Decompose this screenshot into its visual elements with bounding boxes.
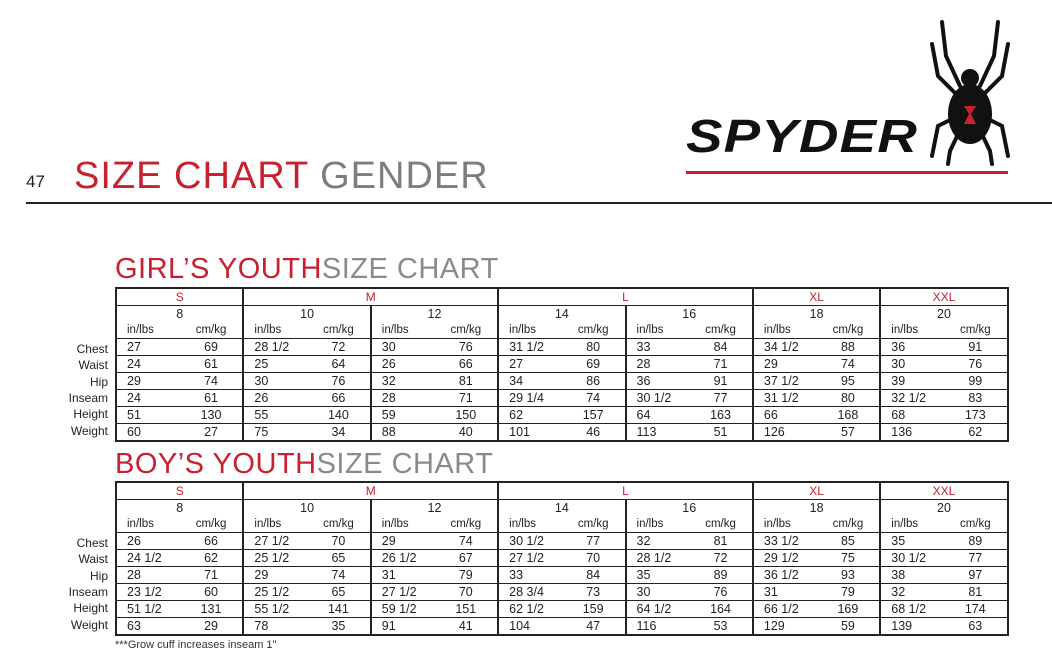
- table-cell: 151: [434, 601, 498, 618]
- table-cell: 37 1/2: [753, 373, 817, 390]
- table-cell: 30 1/2: [880, 550, 944, 567]
- table-cell: 27: [116, 339, 180, 356]
- unit-label: in/lbs: [254, 323, 282, 336]
- table-cell: 104: [498, 618, 562, 636]
- girls-size-table: [115, 287, 1009, 442]
- size-number: 8: [116, 500, 243, 517]
- table-row: [116, 584, 1008, 601]
- row-label: Chest: [76, 536, 108, 550]
- table-cell: 80: [817, 390, 881, 407]
- unit-label: in/lbs: [381, 323, 409, 336]
- table-cell: 24 1/2: [116, 550, 180, 567]
- table-cell: 62: [180, 550, 244, 567]
- table-cell: 140: [307, 407, 371, 424]
- row-label: Weight: [70, 424, 108, 438]
- table-cell: 78: [243, 618, 307, 636]
- table-cell: 24: [116, 390, 180, 407]
- table-cell: 69: [562, 356, 626, 373]
- table-cell: 64: [307, 356, 371, 373]
- header-rule: [26, 202, 1052, 204]
- table-cell: 62 1/2: [498, 601, 562, 618]
- table-cell: 30: [880, 356, 944, 373]
- table-cell: 81: [434, 373, 498, 390]
- table-cell: 74: [562, 390, 626, 407]
- table-cell: 57: [817, 424, 881, 442]
- table-row: [116, 373, 1008, 390]
- table-cell: 28 3/4: [498, 584, 562, 601]
- size-number: 10: [243, 500, 370, 517]
- table-row: [116, 356, 1008, 373]
- table-cell: 76: [434, 339, 498, 356]
- table-cell: 74: [434, 533, 498, 550]
- table-cell: 59 1/2: [371, 601, 435, 618]
- row-label: Hip: [89, 375, 108, 389]
- table-cell: 31: [753, 584, 817, 601]
- table-cell: 139: [880, 618, 944, 636]
- table-cell: 64: [626, 407, 690, 424]
- table-cell: 28: [371, 390, 435, 407]
- table-cell: 41: [434, 618, 498, 636]
- page-heading-red: SIZE CHART: [74, 155, 309, 197]
- table-cell: 64 1/2: [626, 601, 690, 618]
- table-cell: 81: [689, 533, 753, 550]
- table-cell: 70: [307, 533, 371, 550]
- unit-label: cm/kg: [817, 516, 881, 533]
- size-number: 16: [626, 306, 753, 323]
- table-cell: 76: [944, 356, 1008, 373]
- table-cell: 32: [626, 533, 690, 550]
- row-label: Chest: [76, 342, 108, 356]
- table-cell: 26: [371, 356, 435, 373]
- table-cell: 61: [180, 390, 244, 407]
- spyder-wordmark-text: SPYDER: [686, 110, 918, 162]
- table-cell: 66: [434, 356, 498, 373]
- row-label: Waist: [78, 552, 108, 566]
- table-cell: 101: [498, 424, 562, 442]
- row-label: Inseam: [68, 391, 108, 405]
- table-cell: 28: [626, 356, 690, 373]
- table-cell: 75: [817, 550, 881, 567]
- size-number: 12: [371, 500, 498, 517]
- size-letter: S: [116, 482, 243, 500]
- row-label: Waist: [78, 358, 108, 372]
- table-cell: 60: [116, 424, 180, 442]
- table-cell: 25: [243, 356, 307, 373]
- table-cell: 66: [180, 533, 244, 550]
- table-cell: 129: [753, 618, 817, 636]
- table-cell: 67: [434, 550, 498, 567]
- size-letter: XL: [753, 288, 880, 306]
- table-cell: 71: [434, 390, 498, 407]
- girls-title-red: GIRL’S YOUTH: [115, 253, 322, 285]
- row-label: Hip: [89, 569, 108, 583]
- table-cell: 31 1/2: [498, 339, 562, 356]
- table-cell: 84: [689, 339, 753, 356]
- table-cell: 76: [307, 373, 371, 390]
- table-cell: 62: [498, 407, 562, 424]
- boys-title-gray: SIZE CHART: [316, 448, 494, 480]
- girls-title-gray: SIZE CHART: [321, 253, 499, 285]
- spyder-wordmark-icon: [684, 108, 944, 168]
- table-cell: 30 1/2: [498, 533, 562, 550]
- table-cell: 88: [371, 424, 435, 442]
- table-cell: 169: [817, 601, 881, 618]
- table-cell: 27 1/2: [498, 550, 562, 567]
- table-cell: 66: [307, 390, 371, 407]
- table-cell: 66 1/2: [753, 601, 817, 618]
- table-cell: 136: [880, 424, 944, 442]
- unit-label: in/lbs: [763, 517, 791, 530]
- table-cell: 66: [753, 407, 817, 424]
- table-cell: 33: [498, 567, 562, 584]
- table-cell: 157: [562, 407, 626, 424]
- size-number: 16: [626, 500, 753, 517]
- table-cell: 31 1/2: [753, 390, 817, 407]
- table-cell: 23 1/2: [116, 584, 180, 601]
- table-cell: 63: [116, 618, 180, 636]
- table-cell: 63: [944, 618, 1008, 636]
- table-cell: 55 1/2: [243, 601, 307, 618]
- table-cell: 174: [944, 601, 1008, 618]
- table-row: [116, 424, 1008, 442]
- table-cell: 51: [689, 424, 753, 442]
- table-cell: 27 1/2: [371, 584, 435, 601]
- size-letter: M: [243, 482, 498, 500]
- table-cell: 99: [944, 373, 1008, 390]
- table-cell: 26: [243, 390, 307, 407]
- table-cell: 116: [626, 618, 690, 636]
- table-cell: 55: [243, 407, 307, 424]
- size-letter: XL: [753, 482, 880, 500]
- unit-label: cm/kg: [180, 516, 244, 533]
- table-cell: 95: [817, 373, 881, 390]
- table-cell: 35: [307, 618, 371, 636]
- table-cell: 77: [562, 533, 626, 550]
- unit-label: cm/kg: [817, 322, 881, 339]
- table-cell: 40: [434, 424, 498, 442]
- table-cell: 27 1/2: [243, 533, 307, 550]
- table-cell: 59: [817, 618, 881, 636]
- table-cell: 131: [180, 601, 244, 618]
- table-cell: 36: [880, 339, 944, 356]
- table-cell: 31: [371, 567, 435, 584]
- unit-label: in/lbs: [636, 323, 664, 336]
- table-cell: 33 1/2: [753, 533, 817, 550]
- table-cell: 77: [944, 550, 1008, 567]
- size-letter: XXL: [880, 482, 1007, 500]
- table-cell: 30: [371, 339, 435, 356]
- girls-section-title: [115, 253, 499, 286]
- table-cell: 53: [689, 618, 753, 636]
- table-cell: 29: [180, 618, 244, 636]
- boys-size-table: [115, 481, 1009, 636]
- spider-icon: [930, 16, 1010, 166]
- table-cell: 36: [626, 373, 690, 390]
- table-cell: 47: [562, 618, 626, 636]
- table-cell: 24: [116, 356, 180, 373]
- table-cell: 29: [371, 533, 435, 550]
- unit-label: in/lbs: [509, 517, 536, 530]
- table-cell: 34: [498, 373, 562, 390]
- table-cell: 79: [434, 567, 498, 584]
- table-cell: 26 1/2: [371, 550, 435, 567]
- table-cell: 77: [689, 390, 753, 407]
- unit-label: cm/kg: [944, 516, 1008, 533]
- table-cell: 51 1/2: [116, 601, 180, 618]
- table-cell: 130: [180, 407, 244, 424]
- unit-label: in/lbs: [891, 517, 919, 530]
- table-row: [116, 601, 1008, 618]
- table-cell: 29 1/4: [498, 390, 562, 407]
- table-cell: 91: [371, 618, 435, 636]
- table-cell: 163: [689, 407, 753, 424]
- unit-label: in/lbs: [116, 516, 180, 533]
- unit-label: in/lbs: [891, 323, 919, 336]
- table-cell: 79: [817, 584, 881, 601]
- table-cell: 173: [944, 407, 1008, 424]
- size-letter: L: [498, 482, 753, 500]
- table-cell: 29: [753, 356, 817, 373]
- table-cell: 76: [689, 584, 753, 601]
- table-cell: 75: [243, 424, 307, 442]
- size-number: 20: [880, 500, 1007, 517]
- table-cell: 150: [434, 407, 498, 424]
- unit-label: cm/kg: [434, 516, 498, 533]
- table-cell: 65: [307, 550, 371, 567]
- unit-label: in/lbs: [763, 323, 791, 336]
- unit-label: cm/kg: [689, 322, 753, 339]
- unit-label: in/lbs: [381, 517, 409, 530]
- footnote: ***Grow cuff increases inseam 1": [115, 639, 277, 651]
- table-cell: 69: [180, 339, 244, 356]
- size-letter: S: [116, 288, 243, 306]
- table-cell: 33: [626, 339, 690, 356]
- table-cell: 30 1/2: [626, 390, 690, 407]
- boys-title-red: BOY’S YOUTH: [115, 448, 317, 480]
- table-cell: 34: [307, 424, 371, 442]
- table-cell: 59: [371, 407, 435, 424]
- row-label: Weight: [70, 618, 108, 632]
- table-cell: 159: [562, 601, 626, 618]
- table-cell: 73: [562, 584, 626, 601]
- boys-section-title: [115, 448, 493, 481]
- size-letter: L: [498, 288, 753, 306]
- table-cell: 29: [243, 567, 307, 584]
- table-cell: 164: [689, 601, 753, 618]
- table-cell: 93: [817, 567, 881, 584]
- size-number: 10: [243, 306, 370, 323]
- table-cell: 26: [116, 533, 180, 550]
- table-cell: 36 1/2: [753, 567, 817, 584]
- table-row: [116, 618, 1008, 636]
- table-cell: 29: [116, 373, 180, 390]
- size-number: 8: [116, 306, 243, 323]
- table-cell: 46: [562, 424, 626, 442]
- table-cell: 68 1/2: [880, 601, 944, 618]
- size-letter: XXL: [880, 288, 1007, 306]
- table-cell: 72: [307, 339, 371, 356]
- table-cell: 68: [880, 407, 944, 424]
- table-cell: 32 1/2: [880, 390, 944, 407]
- page-heading: [74, 155, 489, 198]
- size-number: 18: [753, 306, 880, 323]
- table-cell: 168: [817, 407, 881, 424]
- unit-label: cm/kg: [689, 516, 753, 533]
- table-cell: 25 1/2: [243, 584, 307, 601]
- unit-label: cm/kg: [434, 322, 498, 339]
- table-cell: 72: [689, 550, 753, 567]
- table-cell: 61: [180, 356, 244, 373]
- table-cell: 39: [880, 373, 944, 390]
- table-cell: 89: [689, 567, 753, 584]
- table-cell: 71: [180, 567, 244, 584]
- page-heading-gray: GENDER: [320, 155, 489, 197]
- table-cell: 126: [753, 424, 817, 442]
- table-cell: 113: [626, 424, 690, 442]
- unit-label: cm/kg: [307, 516, 371, 533]
- table-cell: 27: [180, 424, 244, 442]
- table-cell: 91: [944, 339, 1008, 356]
- size-number: 20: [880, 306, 1007, 323]
- table-row: [116, 390, 1008, 407]
- table-cell: 25 1/2: [243, 550, 307, 567]
- table-cell: 86: [562, 373, 626, 390]
- spyder-logo: [684, 16, 1014, 176]
- table-row: [116, 567, 1008, 584]
- unit-label: cm/kg: [180, 322, 244, 339]
- table-cell: 30: [626, 584, 690, 601]
- unit-row: [116, 516, 1008, 533]
- table-cell: 29 1/2: [753, 550, 817, 567]
- unit-label: cm/kg: [562, 322, 626, 339]
- table-cell: 60: [180, 584, 244, 601]
- table-row: [116, 407, 1008, 424]
- table-cell: 88: [817, 339, 881, 356]
- table-cell: 27: [498, 356, 562, 373]
- table-cell: 30: [243, 373, 307, 390]
- row-label: Height: [73, 601, 108, 615]
- size-number: 14: [498, 500, 625, 517]
- table-cell: 28 1/2: [626, 550, 690, 567]
- table-row: [116, 550, 1008, 567]
- table-cell: 28: [116, 567, 180, 584]
- unit-row: [116, 322, 1008, 339]
- table-cell: 91: [689, 373, 753, 390]
- table-cell: 97: [944, 567, 1008, 584]
- row-label: Height: [73, 407, 108, 421]
- size-number: 14: [498, 306, 625, 323]
- table-cell: 65: [307, 584, 371, 601]
- size-letter: M: [243, 288, 498, 306]
- table-cell: 84: [562, 567, 626, 584]
- table-cell: 74: [307, 567, 371, 584]
- table-row: [116, 533, 1008, 550]
- table-cell: 28 1/2: [243, 339, 307, 356]
- table-cell: 34 1/2: [753, 339, 817, 356]
- table-cell: 32: [880, 584, 944, 601]
- table-cell: 70: [434, 584, 498, 601]
- table-cell: 141: [307, 601, 371, 618]
- table-cell: 62: [944, 424, 1008, 442]
- table-cell: 35: [880, 533, 944, 550]
- table-cell: 80: [562, 339, 626, 356]
- unit-label: in/lbs: [636, 517, 664, 530]
- table-cell: 83: [944, 390, 1008, 407]
- unit-label: in/lbs: [116, 322, 180, 339]
- table-cell: 81: [944, 584, 1008, 601]
- table-cell: 74: [180, 373, 244, 390]
- table-cell: 51: [116, 407, 180, 424]
- table-cell: 71: [689, 356, 753, 373]
- unit-label: cm/kg: [307, 322, 371, 339]
- size-number: 12: [371, 306, 498, 323]
- table-row: [116, 339, 1008, 356]
- unit-label: cm/kg: [562, 516, 626, 533]
- page-number: 47: [26, 172, 45, 191]
- unit-label: in/lbs: [509, 323, 536, 336]
- table-cell: 89: [944, 533, 1008, 550]
- table-cell: 85: [817, 533, 881, 550]
- unit-label: in/lbs: [254, 517, 282, 530]
- table-cell: 38: [880, 567, 944, 584]
- table-cell: 74: [817, 356, 881, 373]
- unit-label: cm/kg: [944, 322, 1008, 339]
- table-cell: 32: [371, 373, 435, 390]
- size-number: 18: [753, 500, 880, 517]
- logo-underline: [686, 171, 1008, 174]
- row-label: Inseam: [68, 585, 108, 599]
- table-cell: 35: [626, 567, 690, 584]
- table-cell: 70: [562, 550, 626, 567]
